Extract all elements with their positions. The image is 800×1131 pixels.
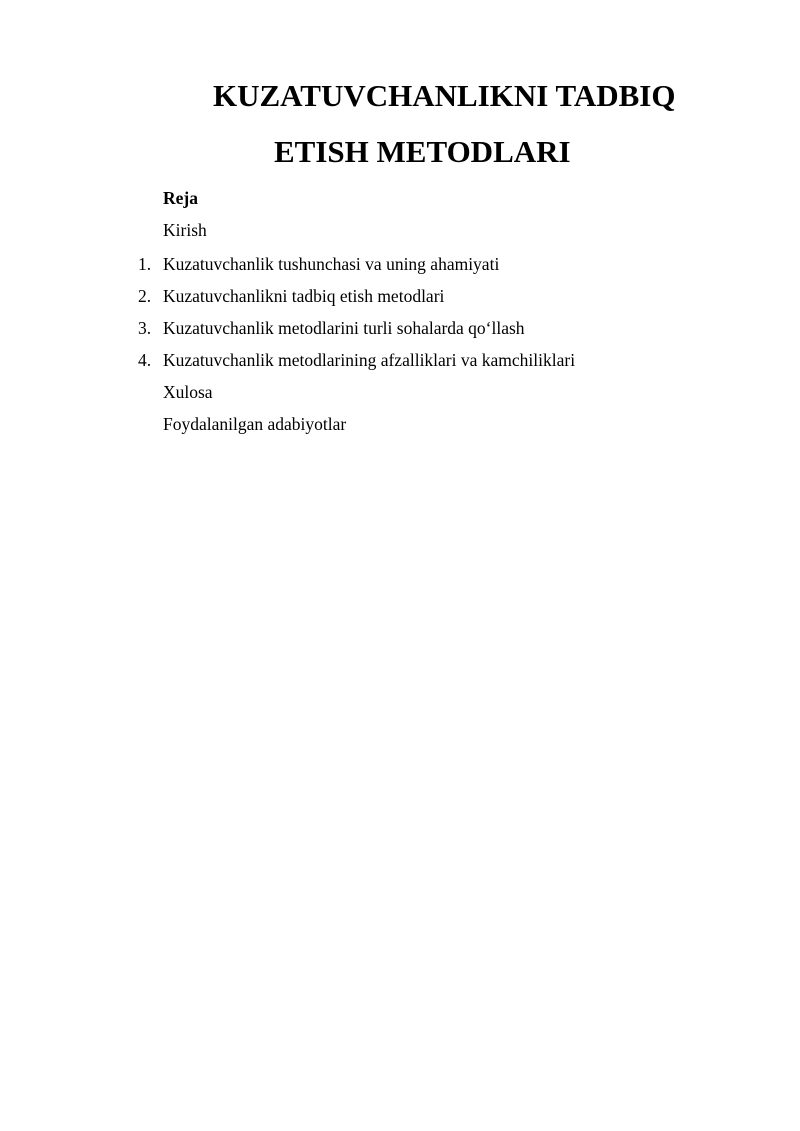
plan-item-number: 4.: [138, 350, 152, 370]
plan-references: Foydalanilgan adabiyotlar: [163, 414, 347, 434]
plan-item-text: Kuzatuvchanlik tushunchasi va uning ahamiyati: [163, 254, 500, 274]
plan-conclusion: Xulosa: [163, 382, 213, 402]
plan-item-number: 2.: [138, 286, 152, 306]
plan-item-text: Kuzatuvchanlikni tadbiq etish metodlari: [163, 286, 445, 306]
plan-item-text: Kuzatuvchanlik metodlarining afzalliklari va kamchiliklari: [163, 350, 576, 370]
plan-intro: Kirish: [163, 220, 207, 240]
plan-heading: Reja: [163, 188, 198, 208]
plan-item-number: 1.: [138, 254, 152, 274]
document-title-line-2: ETISH METODLARI: [274, 134, 571, 169]
document-title-line-1: KUZATUVCHANLIKNI TADBIQ: [213, 78, 676, 113]
plan-item-text: Kuzatuvchanlik metodlarini turli sohalarda qo‘llash: [163, 318, 525, 338]
plan-item-number: 3.: [138, 318, 152, 338]
